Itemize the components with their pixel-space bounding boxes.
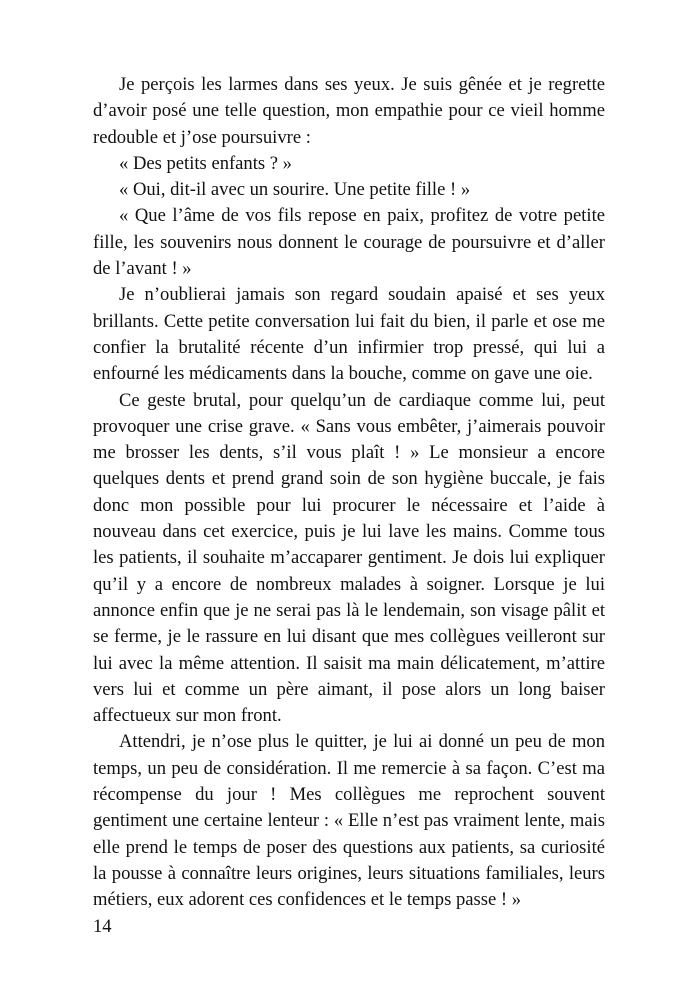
- body-text: [93, 72, 605, 914]
- paragraph: Je n’oublierai jamais son regard soudain apaisé et ses yeux brillants. Cette petite conversation lui fait du bien, il parle et ose me confier la brutalité récente d’un infirmier trop pressé, qui lui a enfourné les médicaments dans la bouche, comme on gave une oie.: [93, 284, 605, 385]
- page-number: 14: [93, 916, 112, 937]
- paragraph: Attendri, je n’ose plus le quitter, je lui ai donné un peu de mon temps, un peu de considération. Il me remercie à sa façon. C’est ma récompense du jour ! Mes collègues me reprochent souvent gentiment une certaine lenteur : « Elle n’est pas vraiment lente, mais elle prend le temps de poser des questions aux patients, sa curiosité la pousse à connaître leurs origines, leurs situations familiales, leurs métiers, eux adorent ces confidences et le temps passe ! »: [93, 731, 605, 911]
- paragraph: Je perçois les larmes dans ses yeux. Je suis gênée et je regrette d’avoir posé une telle question, mon empathie pour ce vieil homme redouble et j’ose poursuivre :: [93, 74, 605, 148]
- paragraph: « Des petits enfants ? »: [119, 152, 292, 174]
- paragraph: Ce geste brutal, pour quelqu’un de cardiaque comme lui, peut provoquer une crise grave. « Sans vous embêter, j’aimerais pouvoir me brosser les dents, s’il vous plaît ! » Le monsieur a encore quelques dents et prend grand soin de son hygiène buccale, je fais donc mon possible pour lui procurer le nécessaire et l’aide à nouveau dans cet exercice, puis je lui lave les mains. Comme tous les patients, il souhaite m’accaparer gentiment. Je dois lui expliquer qu’il y a encore de nombreux malades à soigner. Lorsque je lui annonce enfin que je ne serai pas là le lendemain, son visage pâlit et se ferme, je le rassure en lui disant que mes collègues veilleront sur lui avec la même attention. Il saisit ma main délicatement, m’attire vers lui et comme un père aimant, il pose alors un long baiser affectueux sur mon front.: [93, 389, 605, 727]
- paragraph: « Que l’âme de vos fils repose en paix, profitez de votre petite fille, les souvenirs nous donnent le courage de poursuivre et d’aller de l’avant ! »: [93, 205, 605, 280]
- paragraph: « Oui, dit-il avec un sourire. Une petite fille ! »: [119, 179, 471, 201]
